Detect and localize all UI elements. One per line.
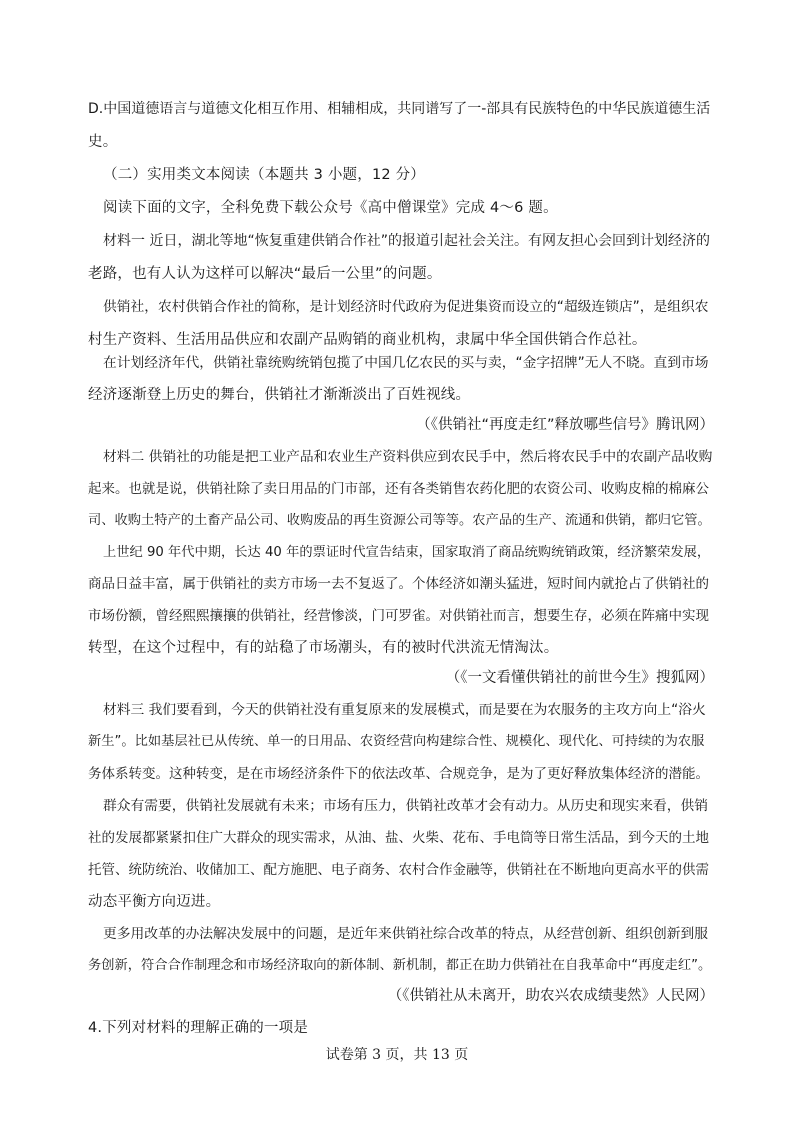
reading-instruction: 阅读下面的文字，全科免费下载公众号《高中僧课堂》完成 4～6 题。 [103, 200, 558, 216]
material-3-paragraph-3-cont: 务创新，符合合作制理念和市场经济取向的新体制、新机制，都正在助力供销社在自我革命中“再度走红”。 [88, 958, 712, 973]
material-2-paragraph-2-cont-1: 商品日益丰富，属于供销社的卖方市场一去不复返了。个体经济如潮头猛进，短时间内就抢占了供销社的 [88, 576, 709, 592]
option-d-line-1: D.中国道德语言与道德文化相互作用、相辅相成，共同谱写了一-部具有民族特色的中华民族道德生活 [88, 101, 711, 117]
material-2-paragraph-1-cont-1: 起来。也就是说，供销社除了卖日用品的门市部，还有各类销售农药化肥的农资公司、收购皮棉的棉麻公 [88, 481, 709, 497]
section-heading: （二）实用类文本阅读（本题共 3 小题，12 分） [103, 167, 426, 183]
material-1-paragraph-3-cont: 经济逐渐登上历史的舞台，供销社才渐渐淡出了百姓视线。 [88, 387, 471, 403]
option-d-line-2: 史。 [88, 134, 118, 150]
question-4-stem: 4.下列对材料的理解正确的一项是 [88, 1020, 309, 1036]
material-3-paragraph-2: 群众有需要，供销社发展就有未来；市场有压力，供销社改革才会有动力。从历史和现实来看，供销 [103, 798, 709, 814]
material-1-source: （《供销社“再度走红”释放哪些信号》腾讯网） [416, 417, 714, 433]
material-2-source: （《一文看懂供销社的前世今生》搜狐网） [445, 670, 714, 686]
material-3-paragraph-3: 更多用改革的办法解决发展中的问题，是近年来供销社综合改革的特点，从经营创新、组织创新到服 [103, 926, 709, 942]
material-3-paragraph-2-cont-3: 动态平衡方向迈进。 [88, 894, 221, 910]
material-2-paragraph-1: 材料二 供销社的功能是把工业产品和农业生产资料供应到农民手中，然后将农民手中的农副产品收购 [103, 449, 713, 465]
material-2-paragraph-2: 上世纪 90 年代中期，长达 40 年的票证时代宣告结束，国家取消了商品统购统销政策，经济繁荣发展， [103, 545, 711, 560]
material-1-paragraph-3: 在计划经济年代，供销社靠统购统销包揽了中国几亿农民的买与卖，“金字招牌”无人不晓。直到市场 [103, 355, 709, 371]
material-1-paragraph-2: 供销社，农村供销合作社的简称，是计划经济时代政府为促进集资而设立的“超级连锁店”，是组织农 [103, 299, 709, 315]
material-3-paragraph-1: 材料三 我们要看到，今天的供销社没有重复原来的发展模式，而是要在为农服务的主攻方向上“浴火 [103, 702, 706, 718]
material-3-paragraph-1-cont-1: 新生”。比如基层社已从传统、单一的日用品、农资经营向构建综合性、规模化、现代化、可持续的为农服 [88, 734, 705, 749]
material-1-paragraph-1-cont: 老路，也有人认为这样可以解决“最后一公里”的问题。 [88, 266, 442, 282]
material-2-paragraph-1-cont-2: 司、收购土特产的土畜产品公司、收购废品的再生资源公司等等。农产品的生产、流通和供销，都归它管。 [88, 513, 711, 528]
material-1-paragraph-2-cont: 村生产资料、生活用品供应和农副产品购销的商业机构，隶属中华全国供销合作总社。 [88, 332, 647, 348]
material-2-paragraph-2-cont-2: 市场份额，曾经熙熙攘攘的供销社，经营惨淡，门可罗雀。对供销社而言，想要生存，必须在阵痛中实现 [88, 608, 709, 624]
material-1-paragraph-1: 材料一 近日，湖北等地“恢复重建供销合作社”的报道引起社会关注。有网友担心会回到计划经济的 [103, 233, 710, 249]
material-2-paragraph-2-cont-3: 转型，在这个过程中，有的站稳了市场潮头，有的被时代洪流无情淘汰。 [88, 640, 559, 656]
page-footer: 试卷第 3 页，共 13 页 [325, 1047, 469, 1063]
material-3-paragraph-2-cont-1: 社的发展都紧紧扣住广大群众的现实需求，从油、盐、火柴、花布、手电筒等日常生活品，到今天的土地 [88, 830, 709, 846]
material-3-paragraph-1-cont-2: 务体系转变。这种转变，是在市场经济条件下的依法改革、合规竞争，是为了更好释放集体经济的潜能。 [88, 766, 709, 782]
material-3-paragraph-2-cont-2: 托管、统防统治、收储加工、配方施肥、电子商务、农村合作金融等，供销社在不断地向更高水平的供需 [88, 862, 709, 878]
material-3-source: （《供销社从未离开，助农兴农成绩斐然》人民网） [387, 988, 714, 1004]
